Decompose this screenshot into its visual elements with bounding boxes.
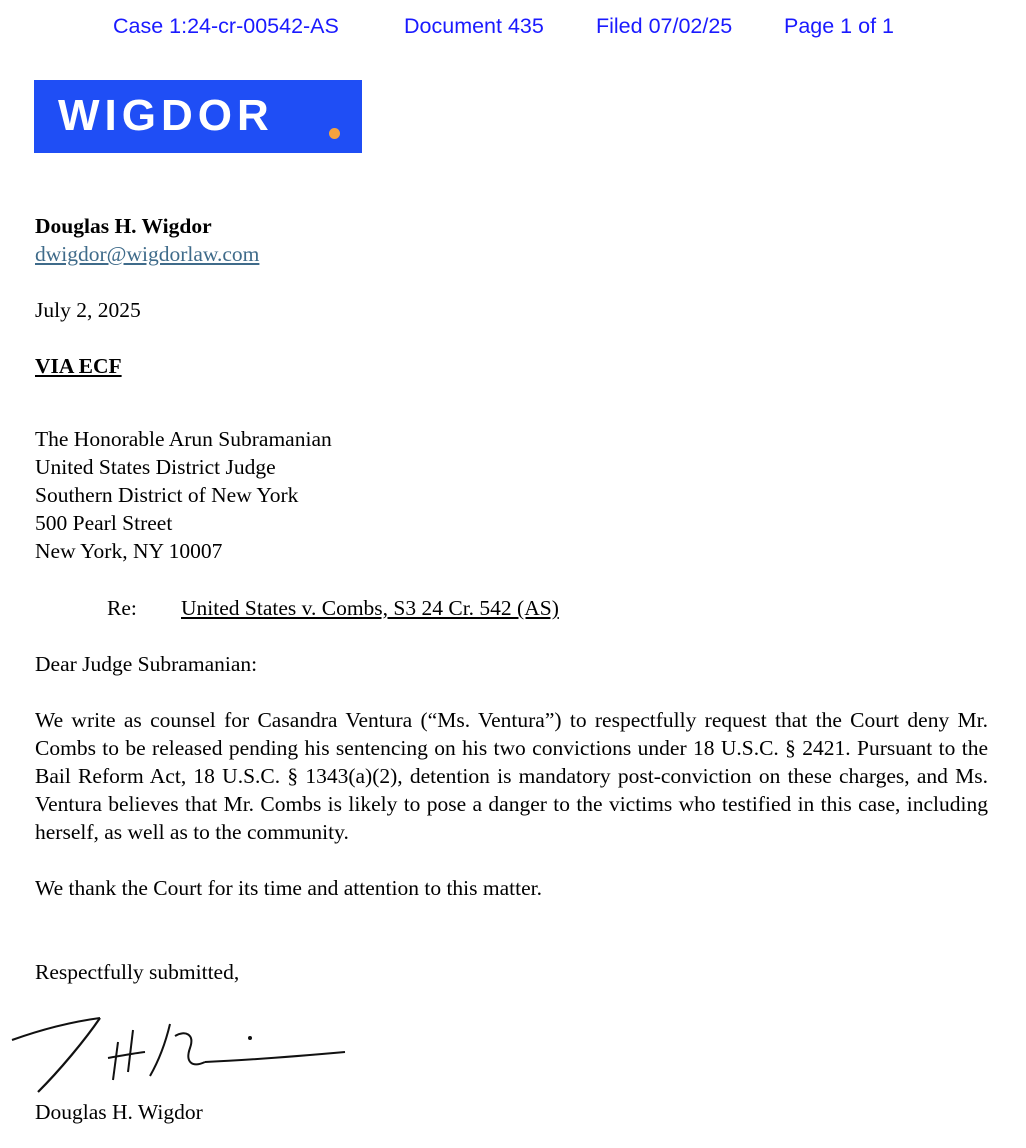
re-label: Re: — [107, 596, 137, 620]
body-paragraph: We write as counsel for Casandra Ventura (“Ms. Ventura”) to respectfully request that the Court deny Mr. Combs to be released pending his sentencing on his two convictions under 18 U.S.C. § 2421. Pursuant to the Bail Reform Act, 18 U.S.C. § 1343(a)(2), detention is mandatory post-conviction on these charges, and Ms. Ventura believes that Mr. Combs is likely to pose a danger to the victims who testified in this case, including herself, as well as to the community. — [35, 708, 988, 844]
signature-name: Douglas H. Wigdor — [35, 1100, 203, 1124]
recipient-line: 500 Pearl Street — [35, 511, 173, 535]
document-number: Document 435 — [404, 14, 544, 38]
case-number: Case 1:24-cr-00542-AS — [113, 14, 339, 38]
delivery-method: VIA ECF — [35, 354, 122, 378]
recipient-line: New York, NY 10007 — [35, 539, 223, 563]
ecf-header — [0, 14, 1026, 44]
wigdor-logo — [34, 80, 362, 153]
closing: Respectfully submitted, — [35, 960, 240, 984]
body-paragraph: We thank the Court for its time and attention to this matter. — [35, 876, 543, 900]
re-case-title: United States v. Combs, S3 24 Cr. 542 (AS) — [181, 596, 559, 620]
page-number: Page 1 of 1 — [784, 14, 894, 38]
sender-email-link[interactable]: dwigdor@wigdorlaw.com — [35, 242, 260, 266]
handwritten-signature — [0, 1000, 400, 1110]
recipient-line: The Honorable Arun Subramanian — [35, 427, 332, 451]
logo-dot — [329, 128, 340, 139]
recipient-line: Southern District of New York — [35, 483, 299, 507]
logo-text: WIGDOR — [58, 91, 274, 140]
letter-date: July 2, 2025 — [35, 298, 141, 322]
filed-date: Filed 07/02/25 — [596, 14, 733, 38]
sender-name: Douglas H. Wigdor — [35, 214, 212, 238]
salutation: Dear Judge Subramanian: — [35, 652, 258, 676]
recipient-line: United States District Judge — [35, 455, 276, 479]
